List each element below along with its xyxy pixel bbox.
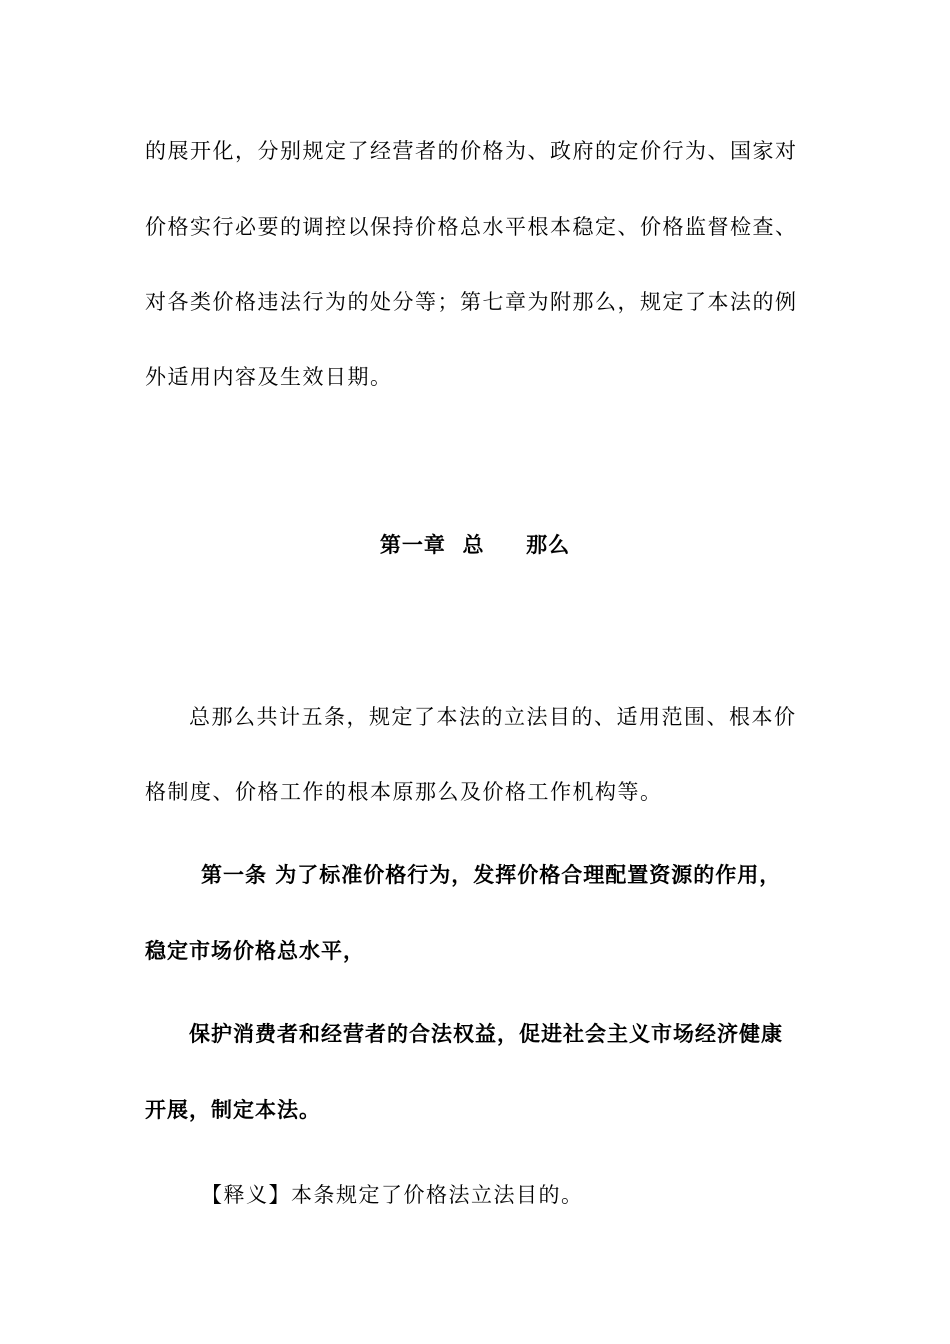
chapter-heading: 第一章 总 那么: [379, 533, 571, 557]
article-line-2: 稳定市场价格总水平，: [145, 939, 365, 963]
article-line-3: 保护消费者和经营者的合法权益，促进社会主义市场经济健康: [189, 1022, 783, 1046]
summary-line-2: 格制度、价格工作的根本原那么及价格工作机构等。: [145, 780, 663, 804]
intro-line-4: 外适用内容及生效日期。: [145, 365, 393, 389]
summary-line-1: 总那么共计五条，规定了本法的立法目的、适用范围、根本价: [189, 705, 797, 729]
article-line-1: 第一条 为了标准价格行为，发挥价格合理配置资源的作用，: [201, 863, 782, 887]
interpretation-line: 【释义】本条规定了价格法立法目的。: [201, 1183, 584, 1207]
intro-line-3: 对各类价格违法行为的处分等；第七章为附那么，规定了本法的例: [145, 290, 798, 314]
intro-line-1: 的展开化，分别规定了经营者的价格为、政府的定价行为、国家对: [145, 139, 798, 163]
article-line-4: 开展，制定本法。: [145, 1098, 321, 1122]
intro-line-2: 价格实行必要的调控以保持价格总水平根本稳定、价格监督检查、: [145, 215, 798, 239]
